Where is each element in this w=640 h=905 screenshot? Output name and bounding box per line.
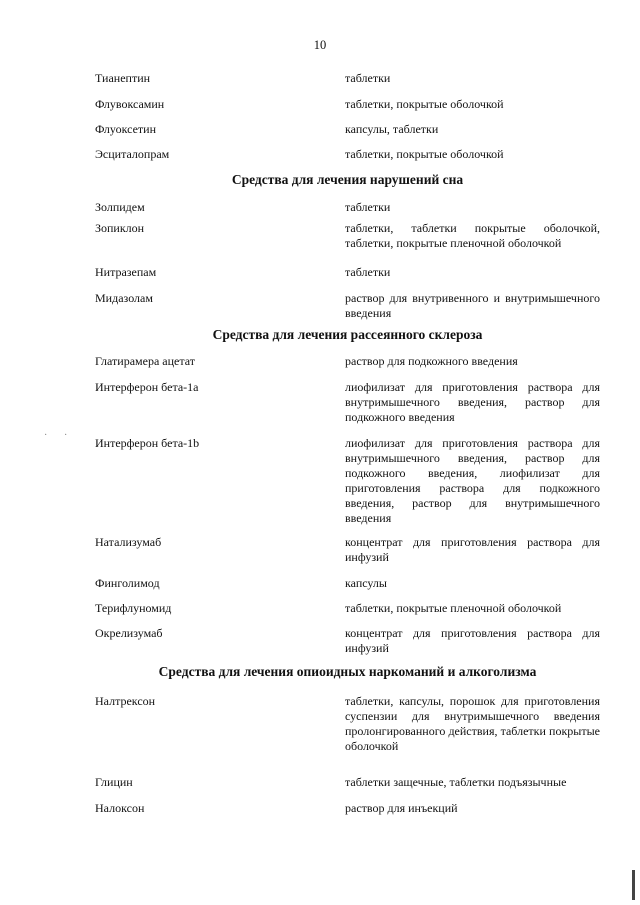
scan-speck: · (64, 430, 68, 441)
table-row (95, 265, 600, 291)
drug-name: Флуоксетин (95, 122, 156, 136)
dosage-form: раствор для инъекций (345, 801, 458, 815)
dosage-form: раствор для подкожного введения (345, 354, 518, 368)
dosage-form: таблетки, покрытые оболочкой (345, 147, 504, 161)
dosage-form: капсулы (345, 576, 387, 590)
table-row (95, 535, 600, 576)
dosage-form: таблетки, капсулы, порошок для приготовления суспензии для внутримышечного введения пролонгированного действия, таблетки покрытые оболочкой (345, 694, 600, 753)
section-heading: Средства для лечения опиоидных наркоманий и алкоголизма (158, 664, 537, 679)
drug-name: Налоксон (95, 801, 145, 815)
table-row (95, 291, 600, 326)
drug-name: Мидазолам (95, 291, 153, 305)
table-row (95, 576, 600, 601)
drug-name: Натализумаб (95, 535, 162, 549)
drug-name: Эсциталопрам (95, 147, 170, 161)
dosage-form: концентрат для приготовления раствора для инфузий (345, 626, 600, 655)
drug-name: Интерферон бета-1b (95, 436, 200, 450)
page-number: 10 (313, 38, 327, 52)
scan-edge (632, 870, 635, 900)
dosage-form: таблетки (345, 71, 391, 85)
dosage-form: таблетки, покрытые оболочкой (345, 97, 504, 111)
table-row (95, 97, 600, 122)
section-heading: Средства для лечения рассеянного склероза (212, 327, 483, 342)
table-row (95, 626, 600, 663)
table-row (95, 601, 600, 626)
dosage-form: таблетки, покрытые пленочной оболочкой (345, 601, 562, 615)
drug-name: Окрелизумаб (95, 626, 163, 640)
table-row (95, 71, 600, 97)
drug-name: Нитразепам (95, 265, 157, 279)
drug-name: Налтрексон (95, 694, 156, 708)
table-row (95, 694, 600, 775)
drug-name: Терифлуномид (95, 601, 172, 615)
table-row (95, 436, 600, 535)
drug-name: Глатирамера ацетат (95, 354, 196, 368)
table-row (95, 354, 600, 380)
drug-name: Золпидем (95, 200, 145, 214)
table-row (95, 200, 600, 221)
table-row (95, 801, 600, 825)
dosage-form: капсулы, таблетки (345, 122, 439, 136)
drug-name: Тианептин (95, 71, 151, 85)
scan-speck: · (44, 430, 48, 441)
dosage-form: лиофилизат для приготовления раствора для внутримышечного введения, раствор для подкожного введения, лиофилизат для приготовления раствора для подкожного введения, раствор для внутримышечного введения (345, 436, 600, 525)
dosage-form: таблетки защечные, таблетки подъязычные (345, 775, 567, 789)
table-row (95, 775, 600, 801)
dosage-form: таблетки, таблетки покрытые оболочкой, таблетки, покрытые пленочной оболочкой (345, 221, 600, 250)
table-row (95, 147, 600, 171)
table-row (95, 380, 600, 436)
drug-name: Интерферон бета-1а (95, 380, 199, 394)
section-heading: Средства для лечения нарушений сна (231, 172, 464, 187)
table-row (95, 122, 600, 147)
dosage-form: концентрат для приготовления раствора для инфузий (345, 535, 600, 564)
drug-list (95, 71, 600, 825)
dosage-form: лиофилизат для приготовления раствора для внутримышечного введения, раствор для подкожного введения (345, 380, 600, 424)
drug-name: Финголимод (95, 576, 160, 590)
table-row (95, 221, 600, 265)
drug-name: Флувоксамин (95, 97, 165, 111)
dosage-form: таблетки (345, 265, 391, 279)
drug-name: Зопиклон (95, 221, 145, 235)
dosage-form: таблетки (345, 200, 391, 214)
drug-name: Глицин (95, 775, 133, 789)
dosage-form: раствор для внутривенного и внутримышечного введения (345, 291, 600, 320)
